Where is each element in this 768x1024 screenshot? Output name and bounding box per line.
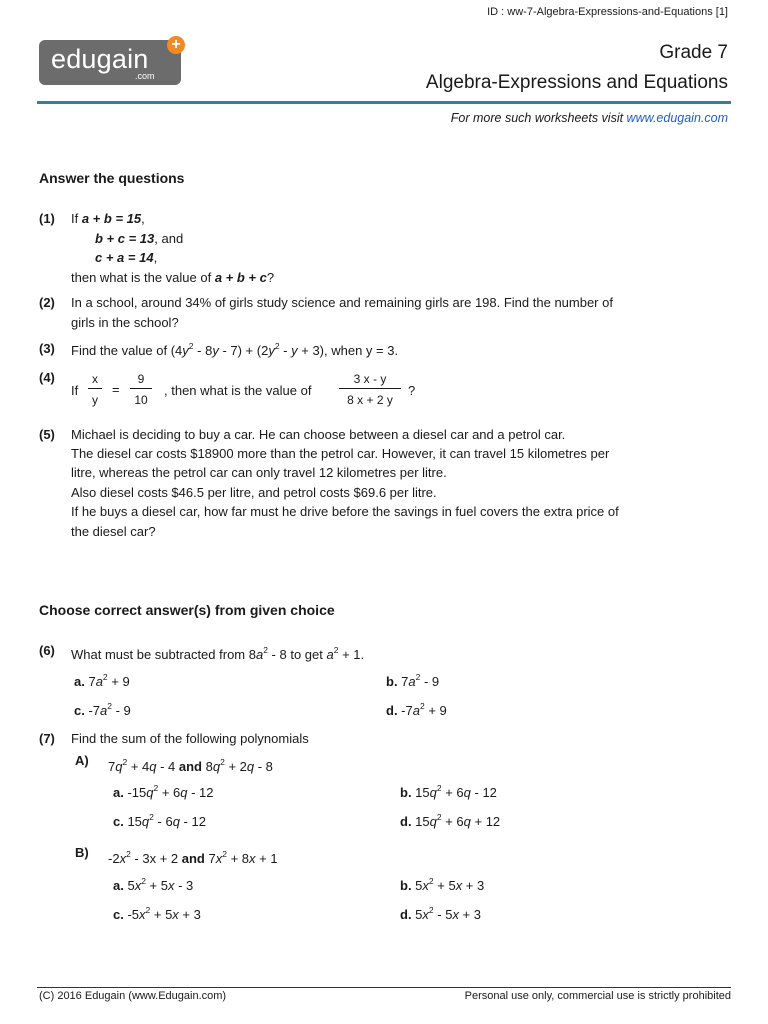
q6-option-c[interactable]: c. $-7a^2 - 9$: [74, 701, 131, 718]
q5-line-5: If he buys a diesel car, how far must he drive before the savings in fuel covers the extra price of: [71, 504, 619, 519]
question-number-6: (6): [39, 643, 55, 658]
q1-line-2: b + c = 13, and: [95, 231, 184, 246]
footer-copyright: (C) 2016 Edugain (www.Edugain.com): [39, 990, 227, 1002]
q7a-option-b[interactable]: b. $15q^2 + 6q - 12$: [400, 783, 497, 800]
header-divider: [37, 101, 731, 104]
question-number-4: (4): [39, 370, 55, 385]
q5-line-6: the diesel car?: [71, 524, 156, 539]
q4-equals: =: [112, 382, 120, 397]
edugain-link[interactable]: www.edugain.com: [626, 111, 728, 125]
question-number-1: (1): [39, 211, 55, 226]
q5-line-1: Michael is deciding to buy a car. He can choose between a diesel car and a petrol car.: [71, 427, 566, 442]
q4-fraction-expression: 3 x - y 8 x + 2 y: [339, 371, 401, 408]
logo-com: .com: [135, 71, 155, 81]
q3-text: Find the value of $(4y^2 - 8y - 7) + (2y^2 - y + 3)$, when y = 3.: [71, 341, 399, 358]
q7a-option-a[interactable]: a. $-15q^2 + 6q - 12$: [113, 783, 214, 800]
q4-fraction-x-over-y: x y: [88, 371, 102, 408]
q5-line-2: The diesel car costs $18900 more than the petrol car. However, it can travel 15 kilometres per: [71, 446, 610, 461]
q7a-option-d[interactable]: d. $15q^2 + 6q + 12$: [400, 812, 501, 829]
q6-option-d[interactable]: d. $-7a^2 + 9$: [386, 701, 447, 718]
q1-line-4: then what is the value of a + b + c?: [71, 270, 275, 285]
q2-line-2: girls in the school?: [71, 315, 179, 330]
question-number-3: (3): [39, 341, 55, 356]
question-number-2: (2): [39, 295, 55, 310]
q6-text: What must be subtracted from $8a^2 - 8$ to get $a^2 + 1$.: [71, 645, 365, 662]
q4-fraction-9-over-10: 9 10: [130, 371, 152, 408]
q2-line-1: In a school, around 34% of girls study science and remaining girls are 198. Find the number of: [71, 295, 613, 310]
q7b-option-c[interactable]: c. $-5x^2 + 5x + 3$: [113, 905, 201, 922]
q7-text: Find the sum of the following polynomials: [71, 731, 309, 746]
q4-question-mark: ?: [408, 383, 416, 398]
q4-middle-text: , then what is the value of: [164, 383, 312, 398]
q7-part-b-expression: $-2x^2 - 3x + 2$ and $7x^2 + 8x + 1$: [108, 849, 278, 866]
worksheet-id: ID : ww-7-Algebra-Expressions-and-Equations [1]: [487, 6, 728, 18]
q4-if: If: [71, 383, 79, 398]
q1-line-1: If a + b = 15,: [71, 211, 145, 226]
q7-part-a-label: A): [75, 753, 89, 768]
q5-line-4: Also diesel costs $46.5 per litre, and petrol costs $69.6 per litre.: [71, 485, 437, 500]
q6-option-a[interactable]: a. $7a^2 + 9$: [74, 672, 130, 689]
q7a-option-c[interactable]: c. $15q^2 - 6q - 12$: [113, 812, 206, 829]
question-number-7: (7): [39, 731, 55, 746]
q5-line-3: litre, whereas the petrol car can only travel 12 kilometres per litre.: [71, 465, 447, 480]
grade-label: Grade 7: [659, 42, 728, 63]
question-number-5: (5): [39, 427, 55, 442]
q7-part-b-label: B): [75, 845, 89, 860]
q7b-option-d[interactable]: d. $5x^2 - 5x + 3$: [400, 905, 481, 922]
edugain-logo: [39, 40, 181, 85]
footer-usage-note: Personal use only, commercial use is strictly prohibited: [464, 990, 731, 1002]
plus-icon: +: [167, 36, 185, 54]
q7-part-a-expression: $7q^2 + 4q - 4$ and $8q^2 + 2q - 8$: [108, 757, 273, 774]
visit-prefix: For more such worksheets visit: [450, 111, 627, 125]
page-title: Algebra-Expressions and Equations: [425, 72, 728, 93]
visit-note: [451, 111, 728, 125]
section-title-choose: Choose correct answer(s) from given choice: [39, 602, 335, 618]
q7b-option-b[interactable]: b. $5x^2 + 5x + 3$: [400, 876, 485, 893]
q1-line-3: c + a = 14,: [95, 250, 158, 265]
q7b-option-a[interactable]: a. $5x^2 + 5x - 3$: [113, 876, 194, 893]
logo-wordmark: edugain: [51, 44, 149, 74]
section-title-answer: Answer the questions: [39, 170, 185, 186]
q6-option-b[interactable]: b. $7a^2 - 9$: [386, 672, 440, 689]
footer-divider: [37, 987, 731, 988]
